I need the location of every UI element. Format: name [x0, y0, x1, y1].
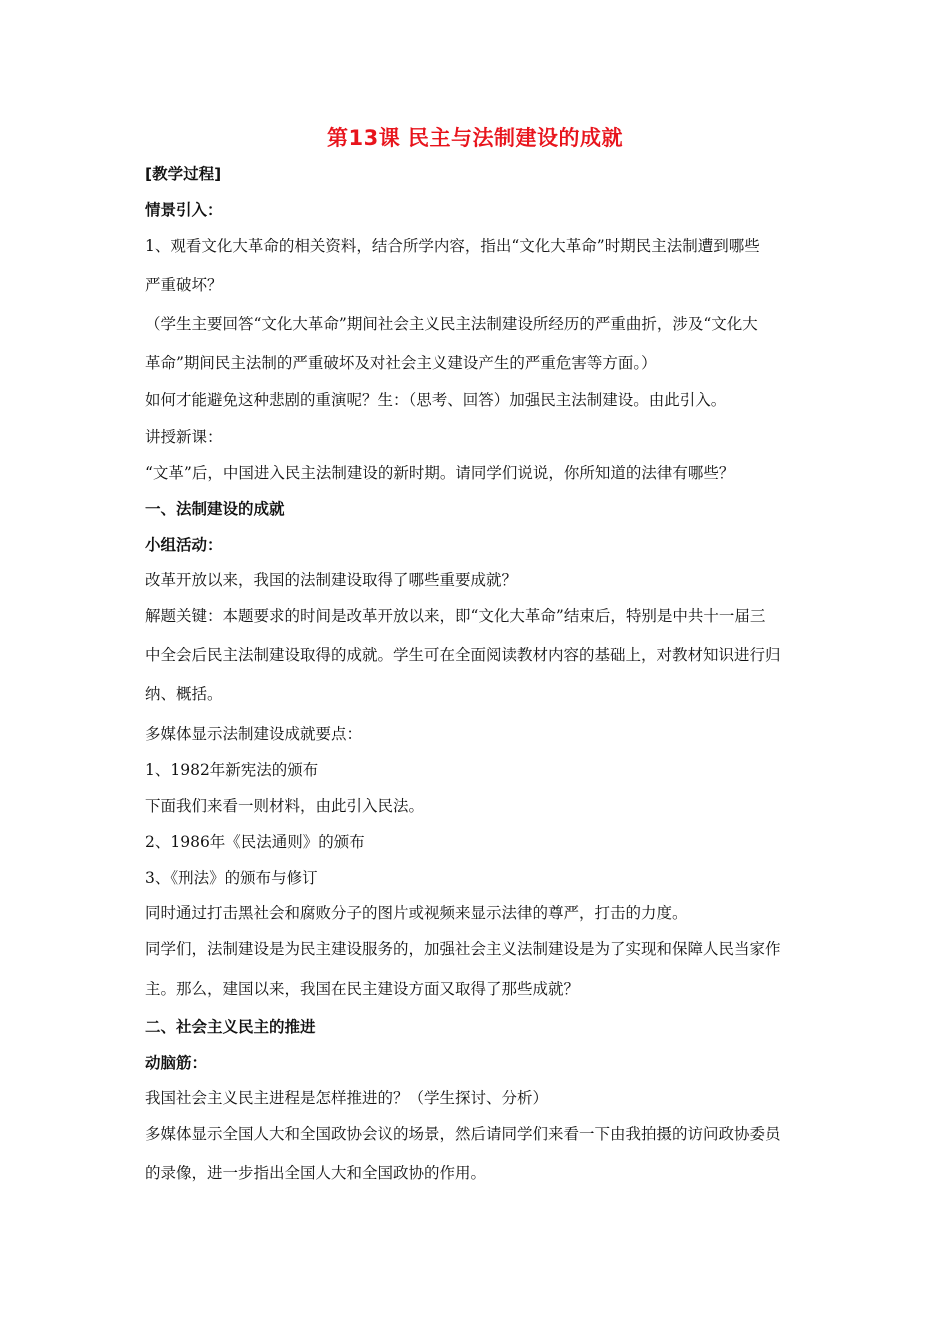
heading-group-activity: 小组活动：: [145, 536, 223, 554]
paragraph-line: 的录像，进一步指出全国人大和全国政协的作用。: [145, 1164, 487, 1182]
heading-scene-intro: 情景引入：: [145, 201, 223, 219]
paragraph-line: 改革开放以来，我国的法制建设取得了哪些重要成就？: [145, 571, 518, 589]
paragraph-line: 我国社会主义民主进程是怎样推进的？（学生探讨、分析）: [145, 1089, 549, 1107]
heading-legal-achievements: 一、法制建设的成就: [145, 500, 285, 518]
paragraph-line: 同时通过打击黑社会和腐败分子的图片或视频来显示法律的尊严，打击的力度。: [145, 904, 688, 922]
list-item: 2、1986年《民法通则》的颁布: [145, 833, 365, 851]
list-item: 1、1982年新宪法的颁布: [145, 761, 319, 779]
paragraph-line: 多媒体显示全国人大和全国政协会议的场景，然后请同学们来看一下由我拍摄的访问政协委员: [145, 1125, 781, 1143]
paragraph-line: 严重破坏？: [145, 276, 223, 294]
paragraph-line: 多媒体显示法制建设成就要点：: [145, 725, 363, 743]
paragraph-line: “文革”后，中国进入民主法制建设的新时期。请同学们说说，你所知道的法律有哪些？: [145, 464, 735, 482]
paragraph-line: （学生主要回答“文化大革命”期间社会主义民主法制建设所经历的严重曲折，涉及“文化大: [145, 315, 758, 333]
heading-brainstorm: 动脑筋：: [145, 1054, 208, 1072]
paragraph-line: 主。那么，建国以来，我国在民主建设方面又取得了那些成就？: [145, 980, 580, 998]
paragraph-line: 如何才能避免这种悲剧的重演呢？生：（思考、回答）加强民主法制建设。由此引入。: [145, 391, 727, 409]
paragraph-line: 讲授新课：: [145, 428, 223, 446]
paragraph-line: 1、观看文化大革命的相关资料，结合所学内容，指出“文化大革命”时期民主法制遭到哪些: [145, 237, 760, 255]
paragraph-line: 革命”期间民主法制的严重破坏及对社会主义建设产生的严重危害等方面。）: [145, 354, 657, 372]
page-title: 第13课 民主与法制建设的成就: [326, 126, 624, 150]
heading-socialist-democracy: 二、社会主义民主的推进: [145, 1018, 316, 1036]
paragraph-line: 下面我们来看一则材料，由此引入民法。: [145, 797, 425, 815]
section-label-teaching-process: [教学过程]: [145, 165, 222, 183]
paragraph-line: 解题关键：本题要求的时间是改革开放以来，即“文化大革命”结束后，特别是中共十一届三: [145, 607, 766, 625]
paragraph-line: 中全会后民主法制建设取得的成就。学生可在全面阅读教材内容的基础上，对教材知识进行归: [145, 646, 781, 664]
list-item: 3、《刑法》的颁布与修订: [145, 869, 318, 887]
paragraph-line: 纳、概括。: [145, 685, 223, 703]
paragraph-line: 同学们，法制建设是为民主建设服务的，加强社会主义法制建设是为了实现和保障人民当家作: [145, 940, 781, 958]
